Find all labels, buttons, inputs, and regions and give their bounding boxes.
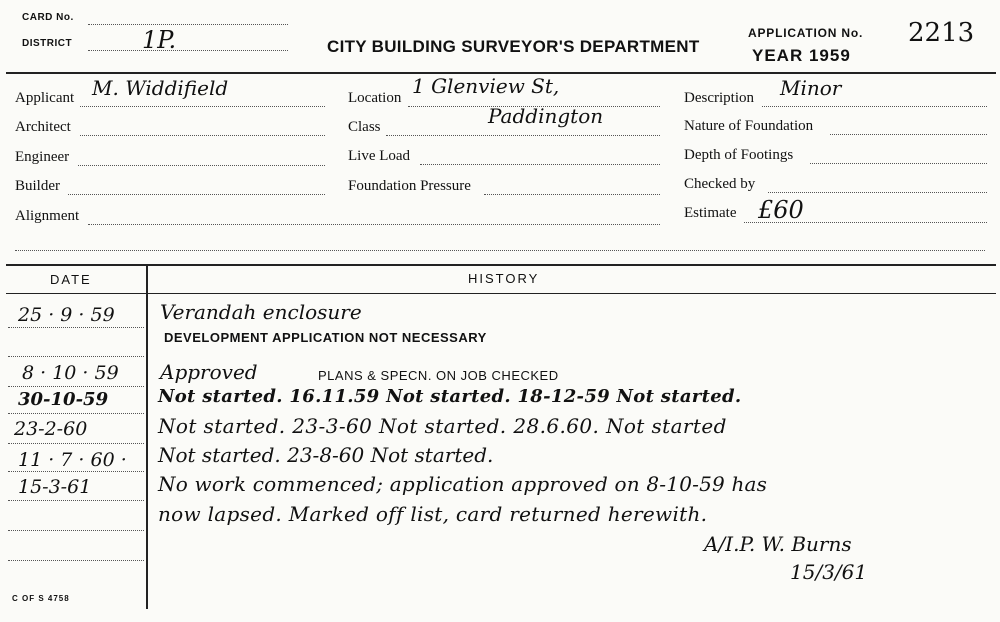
description-line (762, 106, 987, 107)
history-date-6: 11 · 7 · 60 · (18, 449, 127, 471)
class-line (386, 135, 660, 136)
live-load-label: Live Load (348, 148, 411, 164)
history-top-divider (6, 264, 996, 266)
signature-date: 15/3/61 (790, 560, 868, 584)
alignment-line (88, 224, 660, 225)
date-column-header: DATE (50, 272, 92, 287)
date-line-2 (8, 356, 144, 357)
date-line-8 (8, 530, 144, 531)
history-entry-1: Verandah enclosure (160, 300, 362, 324)
date-line-9 (8, 560, 144, 561)
card-no-value: 1P. (142, 26, 177, 54)
date-column-divider (146, 264, 148, 609)
nature-of-foundation-line (830, 134, 987, 135)
history-entry-3: Approved (160, 360, 258, 384)
history-date-5: 23-2-60 (14, 418, 88, 440)
card-no-line (88, 24, 288, 25)
history-column-header: HISTORY (468, 271, 540, 286)
architect-label: Architect (15, 119, 71, 135)
alignment-label: Alignment (15, 208, 80, 224)
date-line-1 (8, 327, 144, 328)
history-date-3: 8 · 10 · 59 (22, 362, 119, 384)
history-stamp-development: DEVELOPMENT APPLICATION NOT NECESSARY (164, 330, 487, 345)
engineer-label: Engineer (15, 149, 70, 165)
depth-of-footings-line (810, 163, 987, 164)
page-title: CITY BUILDING SURVEYOR'S DEPARTMENT (327, 37, 700, 56)
history-date-4: 30-10-59 (18, 389, 109, 410)
district-line (88, 50, 288, 51)
engineer-line (78, 165, 325, 166)
date-line-3 (8, 386, 144, 387)
signature: A/I.P. W. Burns (704, 532, 852, 556)
card-no-label: CARD No. (22, 12, 74, 23)
architect-line (80, 135, 325, 136)
builder-label: Builder (15, 178, 60, 194)
history-date-7: 15-3-61 (18, 476, 92, 498)
applicant-value: M. Widdifield (92, 76, 229, 100)
depth-of-footings-label: Depth of Footings (684, 147, 794, 163)
date-line-4 (8, 413, 144, 414)
foundation-pressure-label: Foundation Pressure (348, 178, 471, 194)
location-label: Location (348, 90, 402, 106)
applicant-line (80, 106, 325, 107)
history-entry-8: now lapsed. Marked off list, card returned herewith. (158, 502, 708, 526)
location-value-2: Paddington (488, 104, 604, 128)
live-load-line (420, 164, 660, 165)
date-line-7 (8, 500, 144, 501)
history-stamp-plans: PLANS & SPECN. ON JOB CHECKED (318, 368, 559, 383)
application-no-label: APPLICATION No. (748, 26, 864, 40)
blank-line (15, 250, 985, 251)
applicant-label: Applicant (15, 90, 75, 106)
description-label: Description (684, 90, 754, 106)
history-entry-6: Not started. 23-8-60 Not started. (158, 443, 494, 467)
history-date-1: 25 · 9 · 59 (18, 304, 115, 326)
history-header-divider (6, 293, 996, 294)
builder-line (68, 194, 325, 195)
description-value: Minor (780, 76, 842, 100)
year-label: YEAR 1959 (752, 46, 851, 65)
date-line-6 (8, 471, 144, 472)
district-label: DISTRICT (22, 38, 73, 49)
checked-by-label: Checked by (684, 176, 756, 192)
history-entry-7: No work commenced; application approved on 8-10-59 has (158, 472, 768, 496)
location-value-1: 1 Glenview St, (412, 74, 560, 98)
estimate-value: £60 (758, 196, 804, 224)
checked-by-line (768, 192, 987, 193)
class-label: Class (348, 119, 381, 135)
foundation-pressure-line (484, 194, 660, 195)
nature-of-foundation-label: Nature of Foundation (684, 118, 814, 134)
estimate-label: Estimate (684, 205, 737, 221)
application-no-value: 2213 (908, 18, 975, 48)
history-entry-4: Not started. 16.11.59 Not started. 18-12-59 Not started. (158, 386, 742, 407)
date-line-5 (8, 443, 144, 444)
history-entry-5: Not started. 23-3-60 Not started. 28.6.60. Not started (158, 414, 727, 438)
form-code: C OF S 4758 (12, 594, 70, 603)
